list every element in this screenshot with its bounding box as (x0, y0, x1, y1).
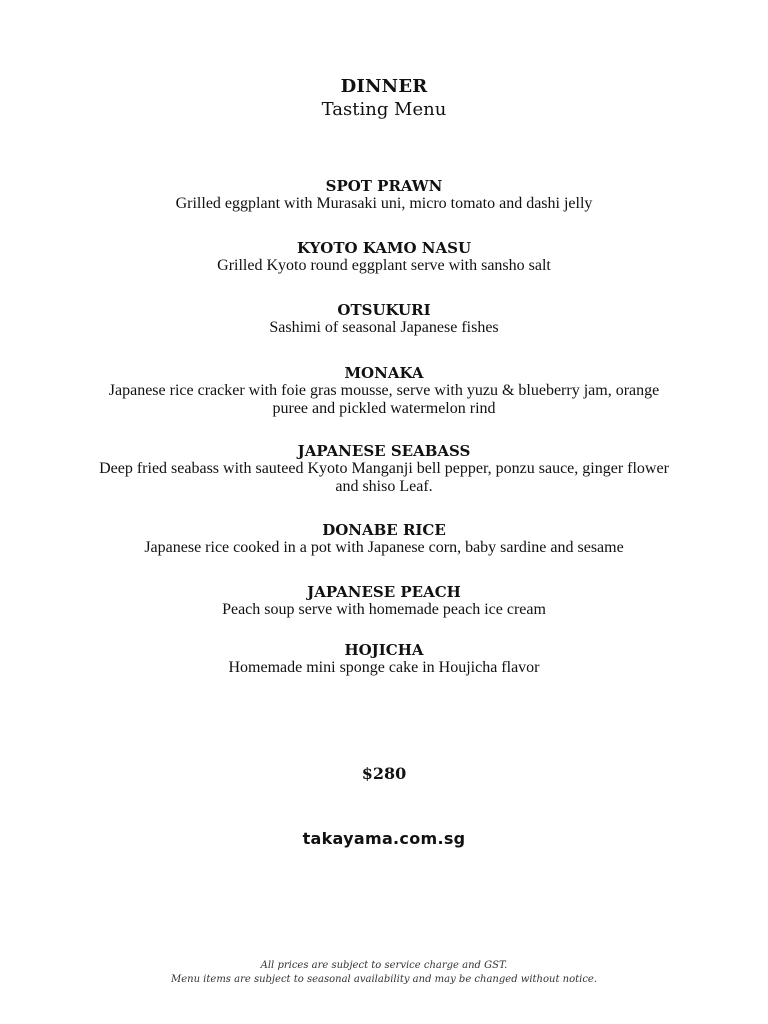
course-name: DONABE RICE (322, 521, 446, 539)
website-link[interactable]: takayama.com.sg (302, 829, 466, 848)
course-name: HOJICHA (344, 641, 424, 659)
course-item (0, 641, 768, 677)
course-item (0, 583, 768, 619)
course-description: Homemade mini sponge cake in Houjicha flavor (228, 659, 540, 676)
course-name: OTSUKURI (337, 301, 431, 319)
footer-line-availability: Menu items are subject to seasonal availability and may be changed without notice. (170, 974, 598, 985)
footer-notice (0, 959, 768, 987)
course-description: Japanese rice cooked in a pot with Japanese corn, baby sardine and sesame (144, 539, 624, 556)
course-name: KYOTO KAMO NASU (296, 239, 472, 257)
menu-subtitle: Tasting Menu (321, 99, 447, 120)
menu-price: $280 (361, 764, 407, 783)
course-description: Sashimi of seasonal Japanese fishes (269, 319, 499, 336)
course-description: Grilled Kyoto round eggplant serve with sansho salt (217, 257, 551, 274)
course-item (0, 301, 768, 337)
course-name: JAPANESE PEACH (307, 583, 461, 601)
course-name: SPOT PRAWN (325, 177, 443, 195)
course-item (0, 521, 768, 557)
menu-header (0, 76, 768, 122)
course-item (0, 364, 768, 418)
course-description: Japanese rice cracker with foie gras mousse, serve with yuzu & blueberry jam, orange puree and pickled watermelon rind (108, 382, 660, 417)
menu-title: DINNER (340, 76, 428, 97)
course-item (0, 239, 768, 275)
course-description: Grilled eggplant with Murasaki uni, micro tomato and dashi jelly (175, 195, 593, 212)
course-item (0, 442, 768, 496)
footer-line-pricing: All prices are subject to service charge and GST. (260, 960, 508, 971)
course-name: MONAKA (344, 364, 424, 382)
course-description: Peach soup serve with homemade peach ice cream (222, 601, 546, 618)
course-description: Deep fried seabass with sauteed Kyoto Manganji bell pepper, ponzu sauce, ginger flower and shiso Leaf. (99, 460, 669, 495)
course-name: JAPANESE SEABASS (297, 442, 471, 460)
course-item (0, 177, 768, 213)
